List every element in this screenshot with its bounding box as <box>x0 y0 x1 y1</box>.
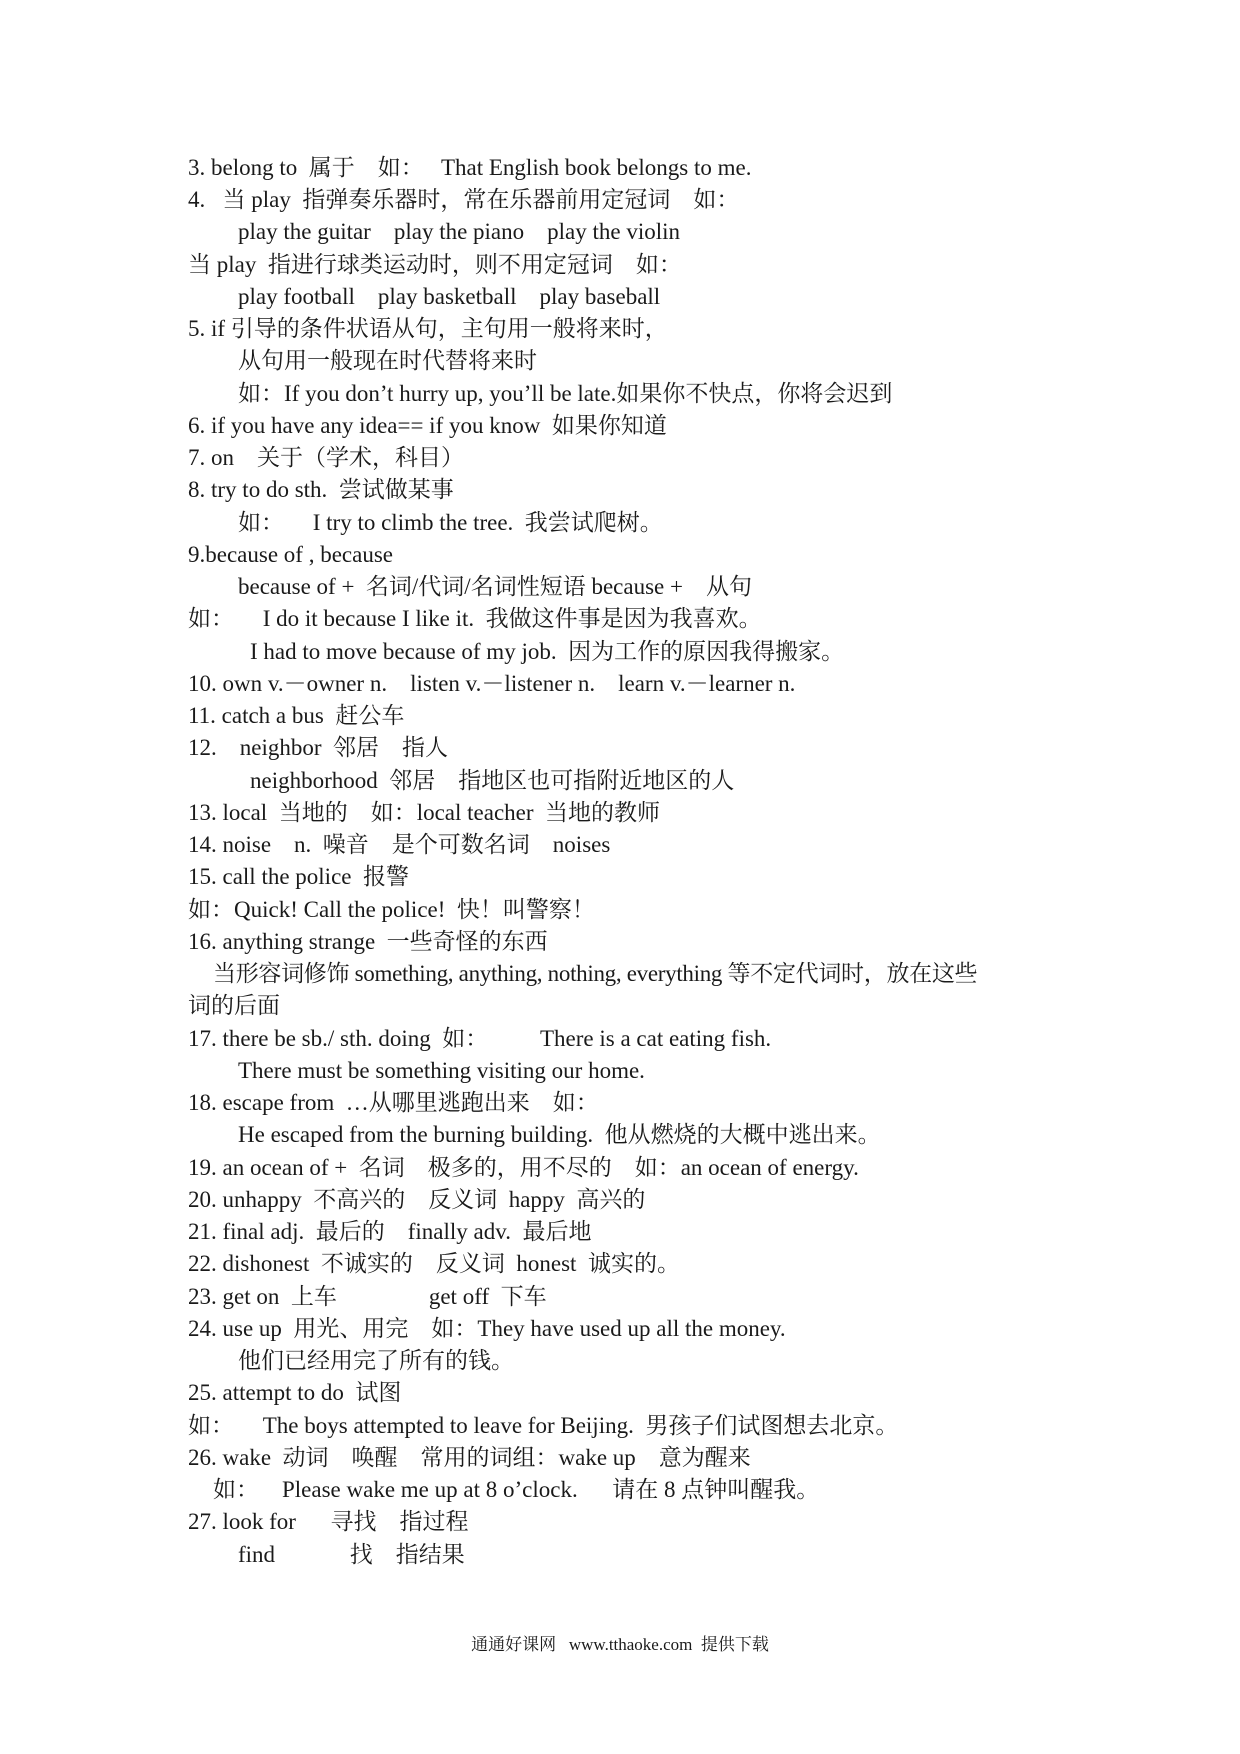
text-line: 13. local 当地的 如：local teacher 当地的教师 <box>188 800 661 825</box>
text-line: 14. noise n. 噪音 是个可数名词 noises <box>188 832 611 857</box>
text-line: 16. anything strange 一些奇怪的东西 <box>188 929 548 954</box>
text-line: 3. belong to 属于 如： That English book belongs to me. <box>188 155 752 180</box>
text-line: 从句用一般现在时代替将来时 <box>238 348 537 373</box>
text-line: 26. wake 动词 唤醒 常用的词组：wake up 意为醒来 <box>188 1445 751 1470</box>
text-line: 10. own v.－owner n. listen v.－listener n. learn v.－learner n. <box>188 671 796 696</box>
text-line: find 找 指结果 <box>238 1542 465 1567</box>
text-line: 17. there be sb./ sth. doing 如： There is a cat eating fish. <box>188 1026 772 1051</box>
text-line: 当 play 指进行球类运动时，则不用定冠词 如： <box>188 252 682 277</box>
text-line: 6. if you have any idea== if you know 如果你知道 <box>188 413 667 438</box>
text-line: 25. attempt to do 试图 <box>188 1380 402 1405</box>
text-line: 11. catch a bus 赶公车 <box>188 703 405 728</box>
text-line: 19. an ocean of + 名词 极多的，用不尽的 如：an ocean of energy. <box>188 1155 859 1180</box>
text-line: play the guitar play the piano play the violin <box>238 219 681 244</box>
text-line: 27. look for 寻找 指过程 <box>188 1509 469 1534</box>
text-line: 如：If you don’t hurry up, you’ll be late.如果你不快点，你将会迟到 <box>238 381 893 406</box>
text-line: 如： The boys attempted to leave for Beijing. 男孩子们试图想去北京。 <box>188 1413 899 1438</box>
text-line: 20. unhappy 不高兴的 反义词 happy 高兴的 <box>188 1187 646 1212</box>
page-footer: 通通好课网 www.tthaoke.com 提供下载 <box>471 1635 769 1654</box>
text-line: 18. escape from …从哪里逃跑出来 如： <box>188 1090 599 1115</box>
text-line: play football play basketball play baseball <box>238 284 661 309</box>
text-line: 5. if 引导的条件状语从句，主句用一般将来时， <box>188 316 668 341</box>
text-line: 24. use up 用光、用完 如：They have used up all the money. <box>188 1316 786 1341</box>
text-line: 22. dishonest 不诚实的 反义词 honest 诚实的。 <box>188 1251 680 1276</box>
text-line: 如：Quick! Call the police! 快！叫警察！ <box>188 897 595 922</box>
text-line: 如： Please wake me up at 8 o’clock. 请在 8 点钟叫醒我。 <box>213 1477 820 1502</box>
text-line: neighborhood 邻居 指地区也可指附近地区的人 <box>250 768 735 793</box>
text-line: 7. on 关于（学术，科目） <box>188 445 464 470</box>
text-line: I had to move because of my job. 因为工作的原因我得搬家。 <box>250 639 845 664</box>
text-line: because of + 名词/代词/名词性短语 because + 从句 <box>238 574 752 599</box>
text-line: 21. final adj. 最后的 finally adv. 最后地 <box>188 1219 592 1244</box>
text-line: There must be something visiting our home. <box>238 1058 645 1083</box>
text-line: He escaped from the burning building. 他从燃烧的大概中逃出来。 <box>238 1122 881 1147</box>
text-line: 4. 当 play 指弹奏乐器时，常在乐器前用定冠词 如： <box>188 187 740 212</box>
text-line: 8. try to do sth. 尝试做某事 <box>188 477 454 502</box>
text-line: 如： I try to climb the tree. 我尝试爬树。 <box>238 510 663 535</box>
text-line: 如： I do it because I like it. 我做这件事是因为我喜欢。 <box>188 606 762 631</box>
text-line: 9.because of , because <box>188 542 393 567</box>
text-line: 当形容词修饰 something, anything, nothing, everything 等不定代词时，放在这些 <box>213 961 978 986</box>
text-line: 他们已经用完了所有的钱。 <box>238 1348 514 1373</box>
text-line: 12. neighbor 邻居 指人 <box>188 735 449 760</box>
text-line: 词的后面 <box>188 993 280 1018</box>
text-line: 15. call the police 报警 <box>188 864 409 889</box>
text-line: 23. get on 上车 get off 下车 <box>188 1284 547 1309</box>
